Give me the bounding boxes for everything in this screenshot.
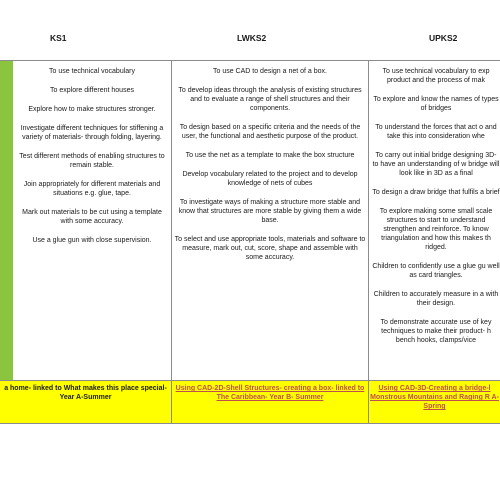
green-key-bar <box>0 61 13 381</box>
lwks2-footer-text: Using CAD-2D-Shell Structures- creating a box- linked to The Caribbean- Year B- Summer <box>175 385 365 401</box>
ks1-item: To explore different houses <box>50 87 134 94</box>
header-divider <box>0 60 500 61</box>
upks2-item: To understand the forces that act o and take this into consideration whe <box>375 124 497 140</box>
lwks2-item: To use the net as a template to make the box structure <box>185 152 355 159</box>
column-divider <box>171 61 172 423</box>
upks2-footer-text: Using CAD-3D-Creating a bridge-l Monstrous Mountains and Raging R A- Spring <box>370 385 499 410</box>
lwks2-item: To use CAD to design a net of a box. <box>212 68 327 75</box>
upks2-column <box>372 61 500 387</box>
ks1-header: KS1 <box>50 33 67 43</box>
upks2-header: UPKS2 <box>429 33 458 43</box>
ks1-item: Test different methods of enabling structures to remain stable. <box>19 153 165 169</box>
lwks2-item: To develop ideas through the analysis of existing structures and to evaluate a range of shell structures and their components. <box>178 87 362 112</box>
ks1-item: Investigate different techniques for stiffening a variety of materials- through folding, layering. <box>20 125 164 141</box>
upks2-item: To use technical vocabulary to exp product and the process of mak <box>382 68 490 84</box>
lwks2-footer-cell <box>172 381 368 423</box>
lwks2-item: To design based on a specific criteria and the needs of the user, the functional and aesthetic purpose of the product. <box>179 124 361 140</box>
ks1-item: Mark out materials to be cut using a template with some accuracy. <box>22 209 162 225</box>
upks2-item: Children to confidently use a glue gu well as card triangles. <box>372 263 500 279</box>
ks1-item: To use technical vocabulary <box>49 68 135 75</box>
upks2-item: To design a draw bridge that fulfils a brief <box>372 189 500 196</box>
upks2-footer-cell <box>369 381 500 423</box>
upks2-item: To carry out initial bridge designing 3D- to have an understanding of w bridge will look like in 3D as a final <box>372 152 500 177</box>
footer-top-divider <box>0 380 500 381</box>
ks1-item: Join appropriately for different materials and situations e.g. glue, tape. <box>23 181 161 197</box>
lwks2-header: LWKS2 <box>237 33 267 43</box>
ks1-item: Explore how to make structures stronger. <box>28 106 156 113</box>
ks1-header-cell <box>14 0 171 60</box>
lwks2-item: To investigate ways of making a structure more stable and know that structures are more stable by giving them a wide base. <box>178 199 362 224</box>
ks1-footer-text: a home- linked to What makes this place special- Year A-Summer <box>4 385 167 401</box>
lwks2-header-cell <box>172 0 368 60</box>
upks2-header-cell <box>369 0 500 60</box>
ks1-footer-cell <box>0 381 171 423</box>
upks2-item: Children to accurately measure in a with their design. <box>373 291 499 307</box>
ks1-item: Use a glue gun with close supervision. <box>32 237 152 244</box>
column-divider <box>368 61 369 423</box>
upks2-item: To explore and know the names of types of bridges <box>373 96 499 112</box>
upks2-item: To demonstrate accurate use of key techniques to make their product- h bench hooks, clamps/vice <box>380 319 492 344</box>
footer-bottom-divider <box>0 423 500 424</box>
ks1-column <box>16 61 168 387</box>
lwks2-item: To select and use appropriate tools, materials and software to measure, mark out, cut, score, shape and assemble with some accuracy. <box>174 236 366 261</box>
upks2-item: To explore making some small scale structures to start to understand strengthen and reinforce. To know triangulation and how this makes th ridged. <box>379 208 493 251</box>
lwks2-column <box>174 61 366 387</box>
lwks2-item: Develop vocabulary related to the project and to develop knowledge of nets of cubes <box>182 171 358 187</box>
